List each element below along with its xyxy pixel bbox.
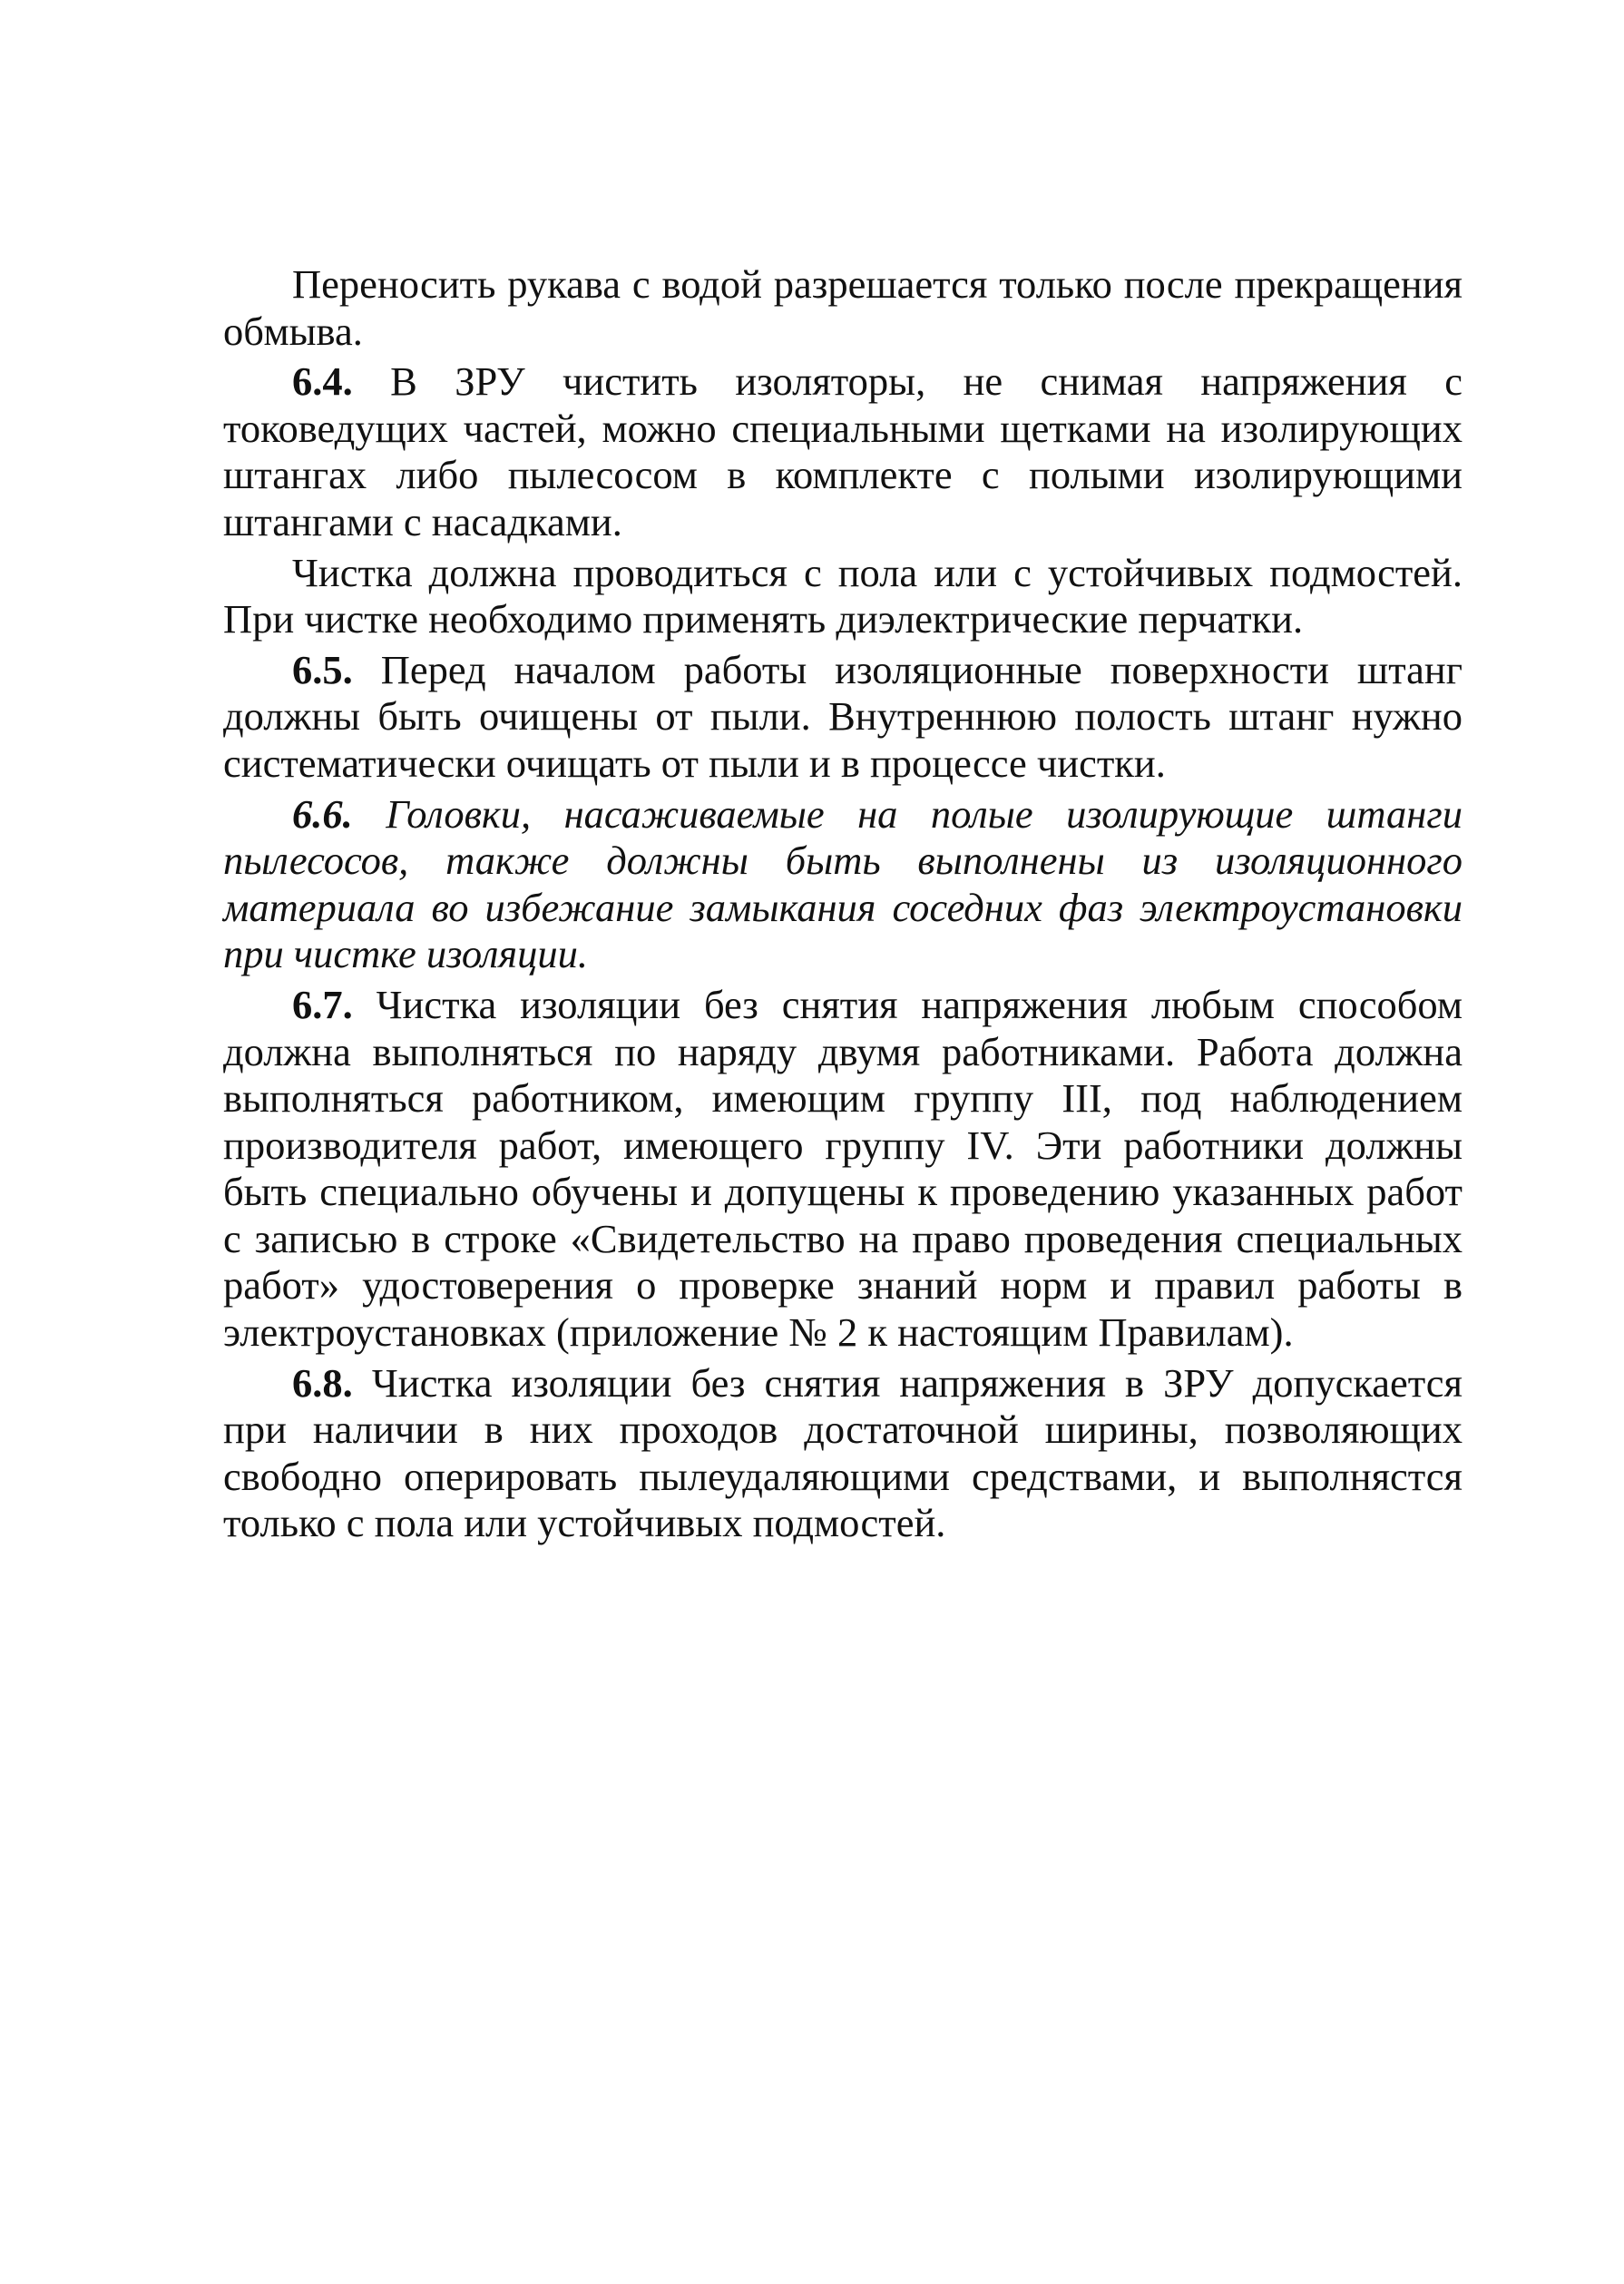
paragraph-number: 6.6.	[292, 790, 353, 837]
paragraph-6-5	[223, 647, 1463, 788]
paragraph-text: Переносить рукава с водой разрешается только после прекращения обмыва.	[223, 261, 1463, 354]
paragraph-number: 6.7.	[292, 981, 353, 1027]
paragraph-number: 6.4.	[292, 358, 353, 405]
paragraph-intro	[223, 261, 1463, 355]
paragraph-text: Чистка должна проводиться с пола или с устойчивых подмостей. При чистке необходимо применять диэлектрические перчатки.	[223, 549, 1463, 642]
document-body	[223, 261, 1463, 1551]
paragraph-6-7	[223, 982, 1463, 1357]
paragraph-text: В ЗРУ чистить изоляторы, не снимая напряжения с токоведущих частей, можно специальными щетками на изолирующих штангах либо пылесосом в комплекте с полыми изолирующими штангами с насадками.	[223, 358, 1463, 544]
paragraph-number: 6.5.	[292, 646, 353, 692]
paragraph-text: Чистка изоляции без снятия напряжения любым способом должна выполняться по наряду двумя работниками. Работа должна выполняться работником, имеющим группу III, под наблюдением производителя работ, имеющего группу IV. Эти работники должны быть специально обучены и допущены к проведению указанных работ с записью в строке «Свидетельство на право проведения специальных работ» удостоверения о проверке знаний норм и правил работы в электроустановках (приложение № 2 к настоящим Правилам).	[223, 981, 1463, 1356]
paragraph-6-4	[223, 358, 1463, 545]
paragraph-number: 6.8.	[292, 1359, 353, 1406]
paragraph-text: Головки, насаживаемые на полые изолирующие штанги пылесосов, также должны быть выполнены из изоляционного материала во избежание замыкания соседних фаз электроустановки при чистке изоляции.	[223, 790, 1463, 977]
paragraph-text: Чистка изоляции без снятия напряжения в ЗРУ допускается при наличии в них проходов достаточной ширины, позволяющих свободно оперировать пылеудаляющими средствами, и выполнястся только с пола или устойчивых подмостей.	[223, 1359, 1463, 1546]
paragraph-text: Перед началом работы изоляционные поверхности штанг должны быть очищены от пыли. Внутреннюю полость штанг нужно систематически очищать от пыли и в процессе чистки.	[223, 646, 1463, 786]
paragraph-6-8	[223, 1360, 1463, 1547]
paragraph-6-4-continued	[223, 550, 1463, 643]
paragraph-6-6	[223, 791, 1463, 978]
